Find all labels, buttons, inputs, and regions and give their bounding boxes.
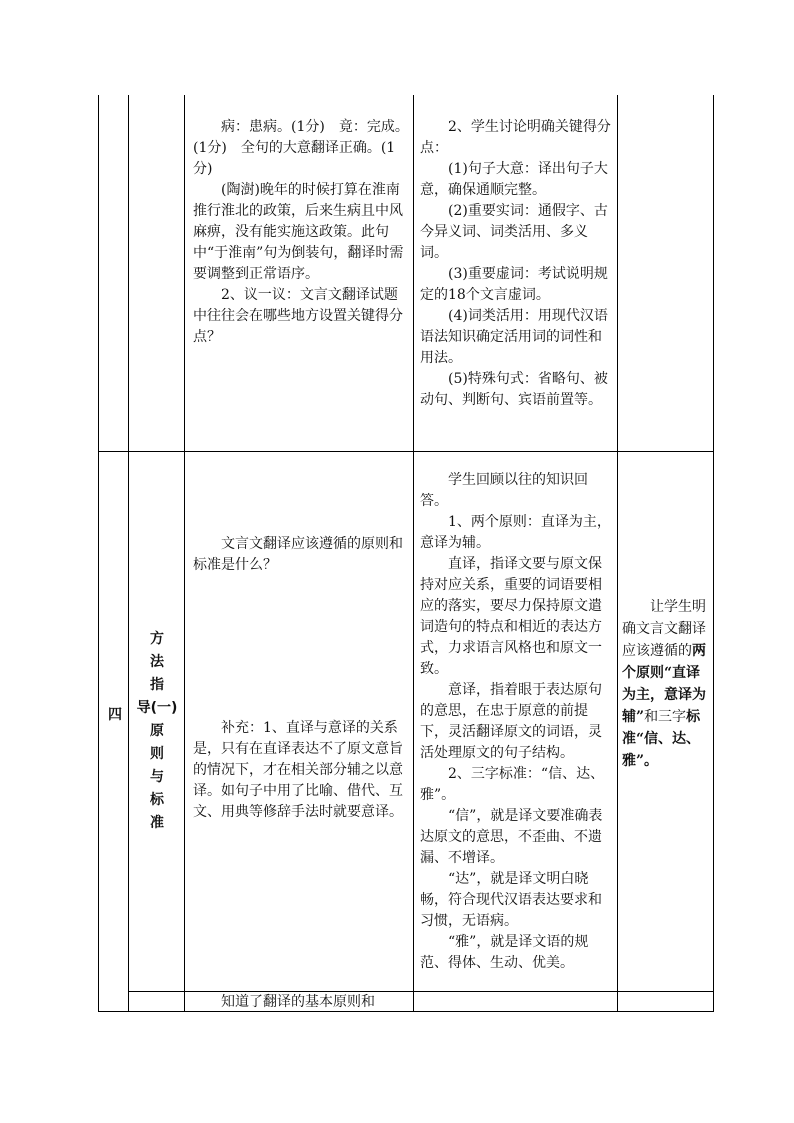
paragraph: 2、三字标准：“信、达、雅”。 [420,766,605,803]
top-row-student-text [420,117,612,411]
table-divider-col2 [184,95,185,1012]
top-row-teacher-text [193,117,409,348]
section-title-char: 准 [150,815,164,831]
paragraph: “雅”，就是译文语的规范、得体、生动、优美。 [420,934,589,971]
table-border-left [98,95,99,1012]
paragraph: (3)重要虚词：考试说明规定的18个文言虚词。 [420,266,608,303]
paragraph: 1、两个原则：直译为主，意译为辅。 [420,514,611,551]
paragraph: (4)词类活用：用现代汉语语法知识确定活用词的词性和用法。 [420,308,608,366]
paragraph: 2、议一议：文言文翻译试题中往往会在哪些地方设置关键得分点？ [193,287,403,345]
goal-emphasis: 两个原则“直译为主，意译为辅” [622,643,706,725]
paragraph: 病：患病。(1分) 竟：完成。(1分) 全句的大意翻译正确。(1分) [193,119,409,177]
section-title-char: 与 [150,769,164,785]
paragraph: “信”，就是译文要准确表达原文的意思，不歪曲、不遗漏、不增译。 [420,808,603,866]
goal-text: 和三字 [644,709,687,725]
main-row-question [193,534,409,576]
table-divider-col3 [413,95,414,1012]
section-title-char: 指 [150,677,164,693]
paragraph: (1)句子大意：译出句子大意，确保通顺完整。 [420,161,608,198]
paragraph: (5)特殊句式：省略句、被动句、判断句、宾语前置等。 [420,371,608,408]
goal-text: 让学生明确文言文翻译应该遵循的 [622,599,706,659]
paragraph: 直译，指译文要与原文保持对应关系，重要的词语要相应的落实，要尽力保持原文遣词造句的特点和相近的表达方式，力求语言风格也和原文一致。 [420,556,602,677]
main-row-student-text [420,470,612,974]
paragraph: 学生回顾以往的知识回答。 [420,472,588,509]
section-title-char: 标 [150,792,164,808]
paragraph: 文言文翻译应该遵循的原则和标准是什么？ [193,536,403,573]
section-title-char: 导(一) [136,700,178,716]
paragraph: (2)重要实词：通假字、古今异义词、词类活用、多义词。 [420,203,608,261]
paragraph: 2、学生讨论明确关键得分点： [420,119,611,156]
bottom-row-text [193,992,409,1013]
section-title-char: 法 [150,654,164,670]
step-number: 四 [108,707,122,723]
section-title [133,628,181,835]
paragraph: 意译，指着眼于表达原句的意思，在忠于原意的前提下，灵活翻译原文的词语，灵活处理原文的句子结构。 [420,682,602,761]
main-row-supplement [193,718,409,823]
section-title-char: 原 [150,723,164,739]
section-title-char: 方 [150,631,164,647]
table-border-right [713,95,714,1012]
paragraph: “达”，就是译文明白晓畅，符合现代汉语表达要求和习惯，无语病。 [420,871,602,929]
paragraph [622,596,710,772]
table-divider-col1 [128,95,129,1012]
paragraph: 补充：1、直译与意译的关系是，只有在直译表达不了原文意旨的情况下，才在相关部分辅之以意译。如句子中用了比喻、借代、互文、用典等修辞手法时就要意译。 [193,720,403,820]
paragraph: 知道了翻译的基本原则和 [221,994,375,1010]
section-title-char: 则 [150,746,164,762]
teaching-goal [622,596,710,772]
paragraph: (陶澍)晚年的时候打算在淮南推行淮北的政策，后来生病且中风麻痹，没有能实施这政策。此句中“于淮南”句为倒装句，翻译时需要调整到正常语序。 [193,182,404,282]
table-divider-col4 [617,95,618,1012]
row-divider-1 [98,451,714,452]
goal-emphasis: 标准“信、达、雅”。 [622,709,701,769]
